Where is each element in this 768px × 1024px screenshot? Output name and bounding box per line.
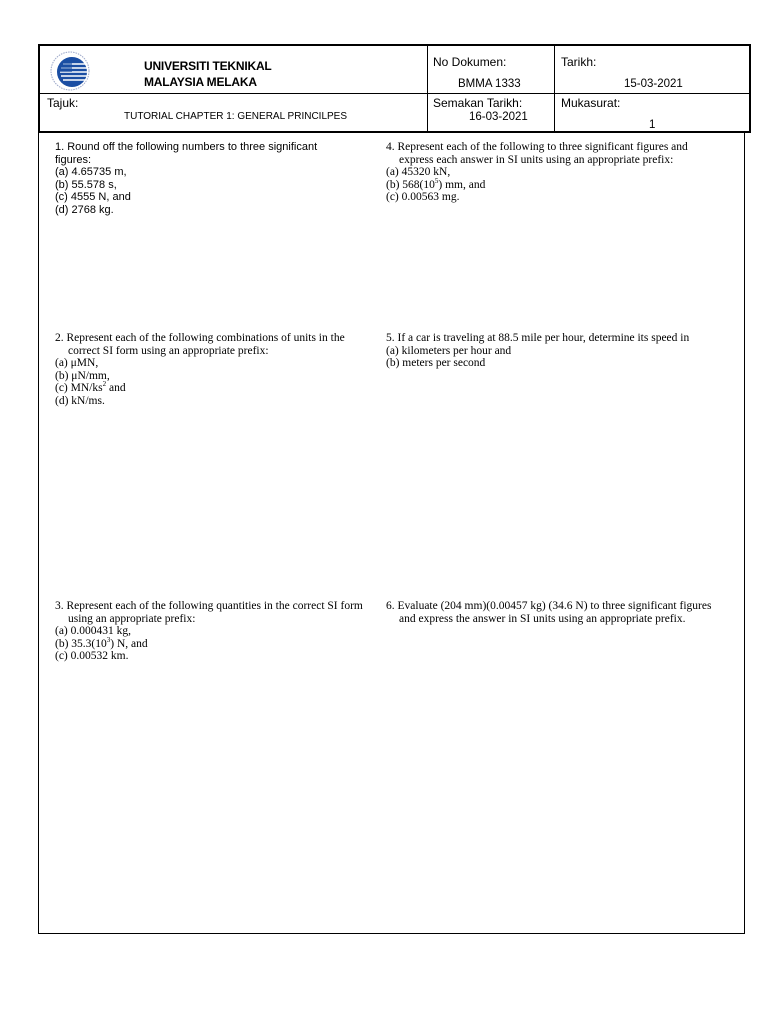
- question-3: [55, 600, 385, 663]
- question-1: [55, 141, 345, 216]
- question-2-part-a: (a) μMN,: [55, 357, 99, 369]
- question-5: [386, 332, 726, 370]
- question-2: [55, 332, 365, 407]
- document-header: [38, 44, 751, 133]
- question-2-part-b: (b) μN/mm,: [55, 369, 110, 382]
- question-6-stem: 6. Evaluate (204 mm)(0.00457 kg) (34.6 N) to three significant figures: [386, 600, 712, 612]
- question-3-stem: 3. Represent each of the following quantities in the correct SI form: [55, 600, 363, 612]
- university-logo: [49, 50, 91, 92]
- question-1-part-b: (b) 55.578 s,: [55, 178, 117, 191]
- question-3-part-b-text: (b) 35.3(10: [55, 637, 107, 650]
- question-1-part-c: (c) 4555 N, and: [55, 191, 131, 203]
- question-2-stem-cont: correct SI form using an appropriate prefix:: [68, 344, 269, 357]
- question-4-stem: 4. Represent each of the following to three significant figures and: [386, 141, 688, 153]
- question-3-part-a: (a) 0.000431 kg,: [55, 625, 132, 637]
- question-4-part-b: [386, 176, 718, 192]
- question-4: [386, 141, 718, 204]
- question-2-stem: 2. Represent each of the following combinations of units in the: [55, 332, 345, 344]
- question-6-stem-cont: and express the answer in SI units using an appropriate prefix.: [399, 612, 686, 625]
- question-4-part-c: (c) 0.00563 mg.: [386, 191, 460, 203]
- mukasurat-value: 1: [649, 119, 656, 131]
- tarikh-value: 15-03-2021: [624, 78, 683, 90]
- question-4-part-a: (a) 45320 kN,: [386, 166, 451, 178]
- question-5-part-a: (a) kilometers per hour and: [386, 344, 512, 357]
- question-2-part-c-tail: and: [106, 382, 126, 394]
- tarikh-label: Tarikh:: [561, 55, 597, 69]
- semakan-tarikh-value: 16-03-2021: [469, 111, 528, 123]
- question-4-stem-cont: express each answer in SI units using an appropriate prefix:: [399, 153, 674, 166]
- question-4-part-b-text: (b) 568(10: [386, 178, 435, 191]
- question-2-part-c: [55, 382, 365, 395]
- university-name: [144, 58, 272, 90]
- question-3-stem-cont: using an appropriate prefix:: [68, 612, 196, 625]
- question-3-part-b: [55, 635, 385, 651]
- question-4-part-b-tail: ) mm, and: [438, 178, 486, 191]
- question-3-part-c: (c) 0.00532 km.: [55, 650, 129, 662]
- question-4-part-b-exponent: 5: [434, 176, 439, 185]
- no-dokumen-label: No Dokumen:: [433, 55, 507, 69]
- question-5-stem: 5. If a car is traveling at 88.5 mile per hour, determine its speed in: [386, 332, 690, 344]
- question-3-part-b-exponent: 3: [106, 635, 111, 644]
- no-dokumen-value: BMMA 1333: [458, 78, 521, 90]
- tajuk-label: Tajuk:: [47, 96, 79, 110]
- question-3-part-b-tail: ) N, and: [110, 637, 148, 650]
- question-1-part-a: (a) 4.65735 m,: [55, 166, 127, 178]
- question-1-stem-cont: figures:: [55, 153, 92, 166]
- mukasurat-label: Mukasurat:: [561, 96, 621, 110]
- question-2-part-c-exponent: 2: [102, 380, 107, 389]
- question-2-part-c-text: (c) MN/ks: [55, 382, 103, 394]
- semakan-tarikh-label: Semakan Tarikh:: [433, 96, 523, 110]
- question-5-part-b: (b) meters per second: [386, 357, 486, 369]
- question-2-part-d: (d) kN/ms.: [55, 394, 105, 407]
- question-6: [386, 600, 731, 625]
- university-name-line1: UNIVERSITI TEKNIKAL: [144, 59, 272, 73]
- university-name-line2: MALAYSIA MELAKA: [144, 75, 257, 89]
- question-1-stem: 1. Round off the following numbers to three significant: [55, 141, 318, 153]
- question-1-part-d: (d) 2768 kg.: [55, 203, 114, 216]
- tajuk-value: TUTORIAL CHAPTER 1: GENERAL PRINCILPES: [124, 111, 348, 122]
